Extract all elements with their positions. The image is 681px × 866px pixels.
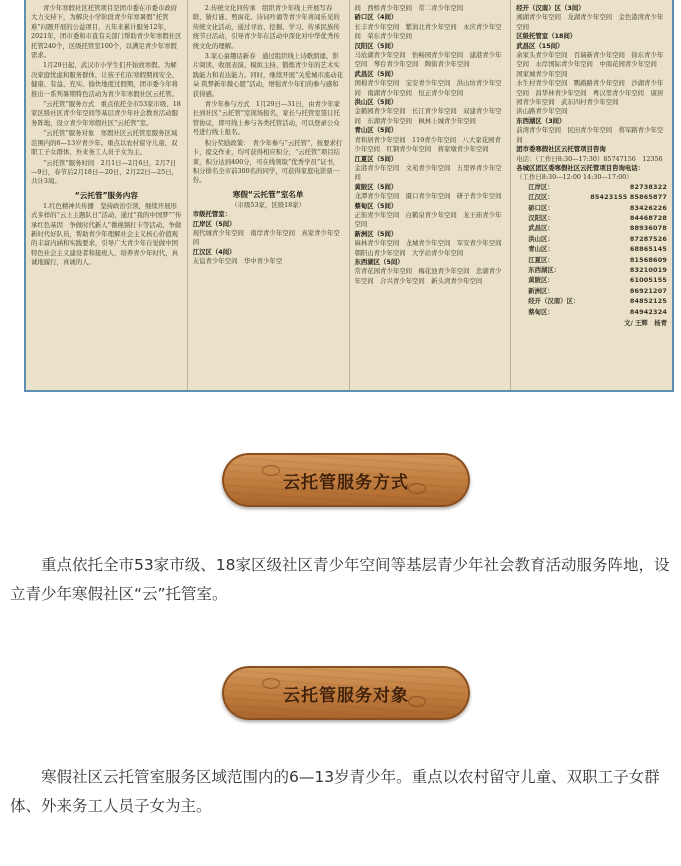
clipping-list-item: 洪山区（5间） — [354, 98, 398, 107]
phone-row — [516, 245, 667, 254]
phone-district: 江汉区： — [528, 193, 554, 202]
contact-heading: 团市委寒假社区云托管项目咨询 — [516, 145, 606, 154]
clipping-list-item: 武昌区（15间） — [516, 41, 564, 50]
clipping-paragraph: 青少年寒假社区托管项目是团市委在市委市政府大力支持下，为解决小学阶段青少年寒暑假“托管难”问题开展的公益项目，五年来累计服务12年，2021年，团市委和市直有关部门帮助青少年寒假社区托管240个，区级托管室100个，以满足青少年寒假需求。 — [31, 4, 182, 60]
clipping-list-item: 江夏区（5间） — [354, 154, 398, 163]
section-banner-service-target — [222, 666, 470, 720]
wood-knot-icon — [408, 483, 426, 494]
phone-number: 84468728 — [629, 213, 667, 222]
clipping-list-item: 金港青少年空间 文苑青少年空间 五里界青少年空间 — [354, 163, 502, 182]
phone-number: 81568609 — [629, 255, 667, 264]
phone-district: 硚口区： — [528, 203, 554, 212]
clipping-list-item: 武昌区（5间） — [354, 69, 398, 78]
section-banner-service-method — [222, 453, 470, 507]
clipping-column-4 — [511, 0, 672, 390]
newspaper-clipping — [24, 0, 674, 392]
clipping-heading: 寒假“云托管”室名单 — [232, 189, 304, 199]
clipping-list-item: 正街青少年空间 白鹤泉青少年空间 龙王庙青少年空间 — [354, 210, 502, 229]
contact-line: 电话：（工作日8:30—17:30）85747156 12356 — [516, 154, 663, 163]
clipping-list-item: 汉阳区（5间） — [354, 41, 398, 50]
section-text-service-target: 寒假社区云托管室服务区域范围内的6—13岁青少年。重点以农村留守儿童、双职工子女群体、外来务工人员子女为主。 — [10, 768, 660, 815]
wood-knot-icon — [262, 678, 280, 689]
phone-number: 83210019 — [629, 265, 667, 274]
section-banner-label: 云托管服务对象 — [283, 685, 409, 706]
phone-hours: （工作日8:30—12:00 14:30—17:00） — [516, 173, 633, 182]
phone-number: 68865145 — [629, 245, 667, 254]
clipping-list-item: 麻林青少年空间 龙城青少年空间 军安青少年空间 朝阳山青少年空间 大学站青少年空间 — [354, 239, 508, 257]
phone-list — [516, 183, 667, 317]
clipping-paragraph: “云托管”服务方式 重点依托全市53家市级、18家区级社区青少年空间等基层青少年社会教育活动服务阵地，设立青少年寒假社区“云托管”室。 — [31, 100, 181, 127]
clipping-list-item: 东西湖区（3间） — [516, 116, 566, 125]
phone-number: 82738322 — [629, 182, 667, 191]
clipping-list-item: 江汉区（4间） — [192, 247, 236, 256]
clipping-list-item: 黄陂区（5间） — [354, 182, 398, 191]
wood-knot-icon — [262, 465, 280, 476]
clipping-list-item: 新洲区（5间） — [354, 229, 398, 238]
phone-district: 武昌区： — [528, 224, 554, 233]
clipping-list-item: 常青花园青少年空间 梅花池青少年空间 忠湖青少年空间 合兴青少年空间 新头湾青少年空间 — [354, 267, 502, 285]
clipping-list-item: 青山区（5间） — [354, 126, 398, 135]
clipping-list-item: 间 西桥青少年空间 常二青少年空间 — [354, 4, 464, 12]
clipping-list-item: 前湾青少年空间 民田青少年空间 将军路青少年空间 — [516, 126, 664, 144]
clipping-paragraph: 1月29日起，武汉市小学生们开始放寒假。为解决家庭忧虑和服务群体，让孩子们在寒假期间安全、健康、有益、充实、愉快地度过假期，团市委今年将推出一系列暑期特色活动为青少年寒假社区云托管。 — [31, 61, 178, 98]
phone-district: 江夏区： — [528, 255, 554, 264]
clipping-list-item: 国棉青少年空间 宝安青少年空间 洪山坊青少年空间 南湖青少年空间 恒正青少年空间 — [354, 79, 502, 97]
phone-number: 88936078 — [629, 224, 667, 233]
clipping-list-item: 市级托管室： — [192, 210, 232, 219]
clipping-list-item: 东西湖区（5间） — [354, 257, 404, 266]
clipping-paragraph: 3.家心童趣话新春 通过组织线上诗歌朗诵、影片阅读、收展表演、模拟主持、锻炼青少年的艺术实践能力和表达能力。同时，继续开展“关爱城市流动花朵 筑梦新年微心愿”活动，增强青少年们的参与感和获得感。 — [192, 52, 344, 98]
phone-number: 85423155 85865877 — [590, 193, 667, 202]
phone-number: 83426226 — [629, 203, 667, 212]
phone-district: 洪山区： — [528, 234, 554, 243]
clipping-paragraph: 青少年参与方式 1月29日—31日，由青少年家长到社区“云托管”室现场报名，家长与托管室签订托管协议，即可线上参与各类托管活动，可以登录公众号进行线上报名。 — [192, 100, 341, 137]
clipping-heading: “云托管”服务内容 — [74, 190, 138, 200]
phone-row — [516, 266, 667, 275]
phone-district: 黄陂区： — [528, 276, 554, 285]
phone-district: 经开（汉南）区： — [528, 297, 580, 306]
clipping-paragraph: 2.传统文化同传承 组织青少年线上开展写春联、猜灯谜、剪窗花、诗词吟诵等青少年喜闻乐见的传统文化活动，通过寻访、挖掘、学习、传承民族传统节日活动，引导青少年在活动中深化对中华优秀传统文化的理解。 — [192, 4, 340, 50]
clipping-list-item: 区级托管室（18间） — [516, 32, 577, 41]
phone-number: 61005155 — [629, 276, 667, 285]
phone-district: 东西湖区： — [528, 265, 561, 274]
phone-district: 蔡甸区： — [528, 307, 554, 316]
clipping-paragraph: 1.红色精神共传播 坚持政治引领，继续开展形式多样的“云上主题队日”活动，通过“我的中国梦”“传承红色基因 争做时代新人”微视频打卡等活动，争做新时代好队员，帮助青少年理解社会主义核心价值观的丰富内涵和实践要求，引导广大青少年自觉做中国特色社会主义建设者和接班人，培养青少年时代，真诚地履行，真诚的人。 — [31, 201, 182, 267]
phone-district: 江岸区： — [528, 182, 554, 191]
phone-row — [516, 204, 667, 213]
phone-number: 84852125 — [629, 297, 667, 306]
byline: 文/ 王辉 杨青 — [624, 319, 667, 327]
clipping-column-1 — [26, 0, 188, 390]
phone-row — [516, 224, 667, 233]
phone-row — [516, 297, 667, 306]
clipping-list-item: 龙潭青少年空间 滠口青少年空间 研子青少年空间 — [354, 192, 502, 201]
clipping-list-item: 硚口区（4间） — [354, 13, 398, 22]
phone-district: 汉阳区： — [528, 213, 554, 222]
clipping-list-item: 洪山路青少年空间 — [516, 107, 568, 116]
phone-number: 87287526 — [629, 234, 667, 243]
clipping-paragraph: 积分奖励政策： 青少年参与“云托管”，按要求打卡，提交作业，均可获得相应积分，“云托管”项目结束，积分达到400分，可在线领取“优秀学员”证书，积分排名全市前300名的同学，可获得家庭电影票一份。 — [192, 138, 343, 185]
clipping-list-item: 江岸区（5间） — [192, 219, 236, 228]
phone-number: 86921207 — [629, 286, 667, 295]
clipping-subheading: （市级53家，区级18家） — [231, 200, 306, 209]
phone-district: 青山区： — [528, 245, 554, 254]
phone-row — [516, 256, 667, 265]
wood-knot-icon — [408, 696, 426, 707]
clipping-column-2 — [188, 0, 350, 390]
phone-district: 新洲区： — [528, 286, 554, 295]
phone-row — [516, 308, 667, 317]
clipping-list-item: 青和居青少年空间 119青少年空间 八大家花园青少年空间 红钢青少年空间 蒋家墩青少年空间 — [354, 135, 501, 154]
phone-heading: 各城区团区委寒假社区云托管项目咨询电话： — [516, 163, 645, 172]
section-banner-label: 云托管服务方式 — [283, 472, 409, 493]
clipping-column-3 — [350, 0, 512, 390]
section-text-service-method: 重点依托全市53家市级、18家区级社区青少年空间等基层青少年社会教育活动服务阵地，设立青少年寒假社区“云”托管室。 — [10, 556, 670, 603]
clipping-list-item: 水生村青少年空间 鹦鹉路青少年空间 沙湖青少年空间 昌华林青少年空间 粤汉里青少年空间 康居园青少年空间 武东四村青少年空间 — [516, 79, 664, 107]
clipping-list-item: 现代城青少年空间 南岸青少年空间 真家青少年空间 — [192, 228, 340, 247]
phone-row — [516, 287, 667, 296]
clipping-list-item: 经开（汉南）区（3间） — [516, 4, 585, 12]
clipping-list-item: 蔡甸区（5间） — [354, 201, 398, 210]
clipping-list-item: 金鹤园青少年空间 长江青少年空间 双建青少年空间 东湖青少年空间 枫林上城青少年空间 — [354, 107, 502, 125]
phone-row — [516, 214, 667, 223]
phone-row — [516, 235, 667, 244]
clipping-list-item: 友谊青少年空间 华中青少年空 — [192, 257, 283, 266]
phone-row — [516, 193, 667, 202]
clipping-list-item: 湘湖青少年空间 龙湖青少年空间 金色港湾青少年空间 — [516, 13, 664, 31]
clipping-paragraph: “云托管”服务对象 寒假社区云托管室服务区域范围内的6—13岁青少年。重点以农村留守儿童、双职工子女群体、外来务工人员子女为主。 — [31, 129, 178, 157]
clipping-list-item: 余家头青少年空间 百瑞新青少年空间 徐东青少年空间 水岸国际青少年空间 中南花园青少年空间 国家城青少年空间 — [516, 51, 664, 78]
phone-row — [516, 183, 667, 192]
clipping-paragraph: “云托管”服务时间 2月1日—2月6日，2月7日—9日，春节后2月18日—20日，2月22日—25日，共计3周。 — [31, 158, 178, 186]
phone-number: 84942324 — [629, 307, 667, 316]
phone-row — [516, 276, 667, 285]
clipping-list-item: 马沧湖青少年空间 怡畅园青少年空间 建港青少年空间 琴台青少年空间 陶街青少年空间 — [354, 51, 502, 69]
clipping-list-item: 长丰青少年空间 紫润北青少年空间 永庆青少年空间 荣东青少年空间 — [354, 22, 502, 41]
